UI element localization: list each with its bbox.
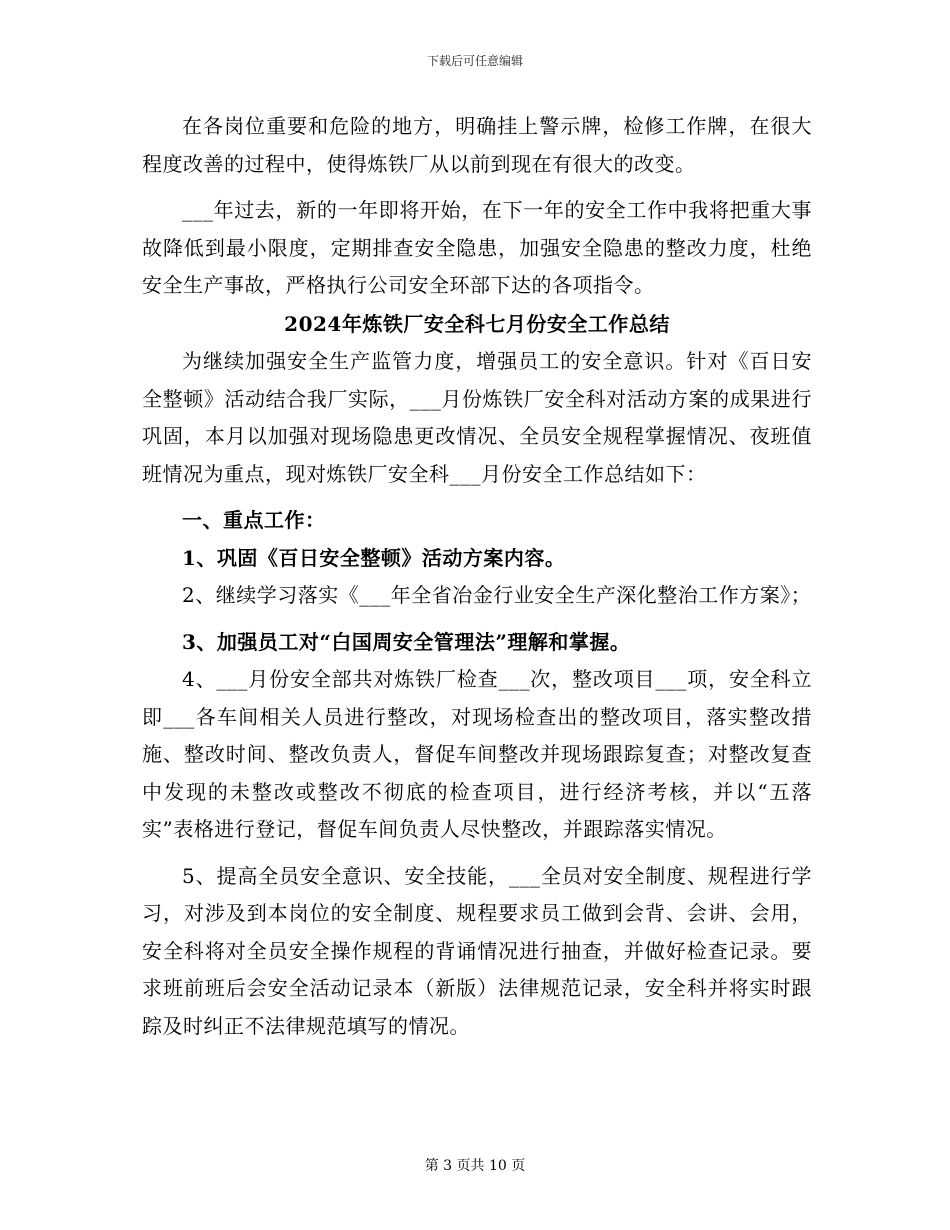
section-title: 2024年炼铁厂安全科七月份安全工作总结 <box>284 311 670 336</box>
list-item-3: 3、加强员工对“白国周安全管理法”理解和掌握。 <box>182 629 631 654</box>
list-item-4: 4、___月份安全部共对炼铁厂检查___次，整改项目___项，安全科立即___各车间相关人员进行整改，对现场检查出的整改项目，落实整改措施、整改时间、整改负责人，督促车间整改并现场跟踪复查；对整改复查中发现的未整改或整改不彻底的检查项目，进行经济考核，并以“五落实”表格进行登记，督促车间负责人尽快整改，并跟踪落实情况。 <box>142 667 812 841</box>
paragraph-warning-signs: 在各岗位重要和危险的地方，明确挂上警示牌，检修工作牌，在很大程度改善的过程中，使得炼铁厂从以前到现在有很大的改变。 <box>142 114 812 176</box>
list-item-2: 2、继续学习落实《___年全省冶金行业安全生产深化整治工作方案》； <box>182 583 812 607</box>
page-number: 第 3 页共 10 页 <box>424 1158 526 1174</box>
paragraph-intro: 为继续加强安全生产监管力度，增强员工的安全意识。针对《百日安全整顿》活动结合我厂实际，___月份炼铁厂安全科对活动方案的成果进行巩固，本月以加强对现场隐患更改情况、全员安全规程掌握情况、夜班值班情况为重点，现对炼铁厂安全科___月份安全工作总结如下： <box>142 349 812 486</box>
paragraph-next-year-plan: ___年过去，新的一年即将开始，在下一年的安全工作中我将把重大事故降低到最小限度，定期排查安全隐患，加强安全隐患的整改力度，杜绝安全生产事故，严格执行公司安全环部下达的各项指令。 <box>142 198 812 297</box>
heading-key-work: 一、重点工作： <box>182 508 326 532</box>
document-body <box>142 108 812 1045</box>
header-note: 下载后可任意编辑 <box>426 54 523 68</box>
list-item-5: 5、提高全员安全意识、安全技能，___全员对安全制度、规程进行学习，对涉及到本岗位的安全制度、规程要求员工做到会背、会讲、会用，安全科将对全员安全操作规程的背诵情况进行抽查，并做好检查记录。要求班前班后会安全活动记录本（新版）法律规范记录，安全科并将实时跟踪及时纠正不法律规范填写的情况。 <box>142 863 812 1038</box>
list-item-1: 1、巩固《百日安全整顿》活动方案内容。 <box>182 545 566 570</box>
